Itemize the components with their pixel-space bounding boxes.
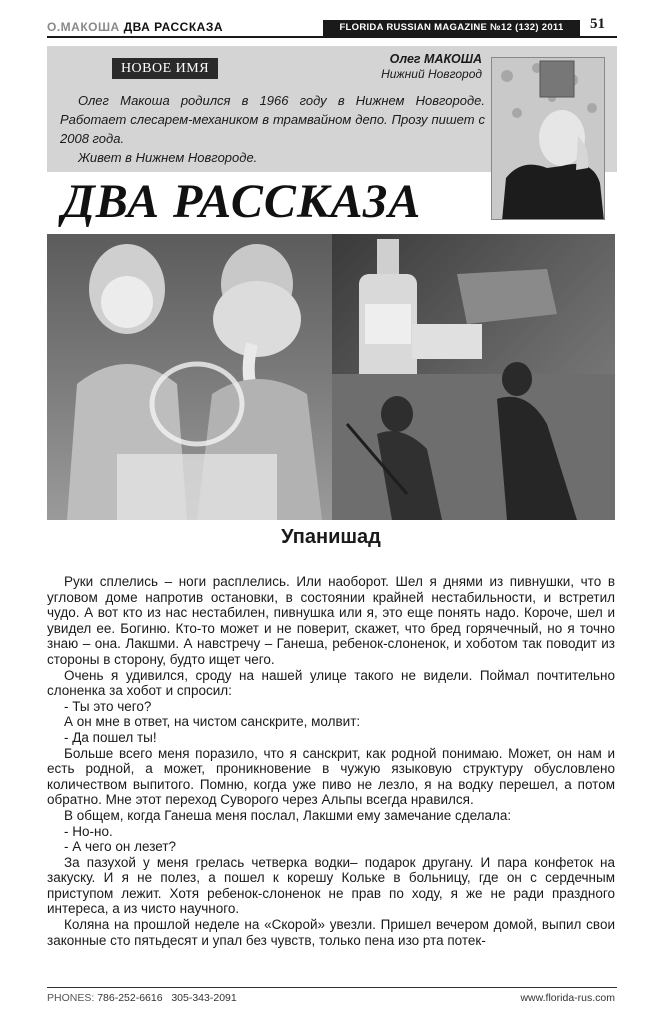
article-title: ДВА РАССКАЗА (62, 175, 422, 228)
story-paragraph: В общем, когда Ганеша меня послал, Лакшми ему замечание сделала: (64, 807, 512, 823)
author-name: Олег МАКОША (389, 52, 482, 66)
running-head-title: ДВА РАССКАЗА (123, 20, 224, 34)
footer-phones (47, 992, 237, 1004)
phone-numbers: 786-252-6616 305-343-2091 (97, 992, 237, 1004)
running-head-author: О.МАКОША (47, 20, 120, 34)
story-dialogue-line: - Да пошел ты! (64, 729, 157, 745)
story-paragraph: А он мне в ответ, на чистом санскрите, молвит: (64, 714, 361, 730)
bio-paragraph: Олег Макоша родился в 1966 году в Нижнем Новгороде. Работает слесарем-механиком в трамвайном депо. Прозу пишет с 2008 года. (60, 93, 485, 146)
header-rule (47, 36, 617, 38)
footer-website: www.florida-rus.com (520, 992, 615, 1004)
running-head (47, 20, 223, 34)
story-paragraph: За пазухой у меня грелась четверка водки– подарок другану. И пара конфеток на закуску. И я не полез, а пошел к корешу Кольке в больницу, где он с сердечным приступом лежит. Хотя ребенок-слоненок не прав по ходу, я же не ради праздного интереса, а из чисто научного. (47, 854, 615, 917)
story-dialogue-line: - А чего он лезет? (64, 839, 177, 855)
story-paragraph: Больше всего меня поразило, что я санскрит, как родной понимаю. Может, он нам и есть родной, а может, проникновение в чужую языковую структуру обусловлено количеством выпитого. Помню, когда уже пиво не лезло, я на водку перешел, а потом обратно. Мне этот переход Суворого через Альпы всегда нравился. (47, 745, 615, 808)
story-paragraph: Руки сплелись – ноги расплелись. Или наоборот. Шел я днями из пивнушки, что в угловом доме напротив остановки, в состоянии крайней нестабильности, и встретил чудо. А вот кто из нас нестабилен, пивнушка или я, это еще понять надо. Короче, шел и увидел ее. Богиню. Кто-то может и не поверит, скажет, что бред горячечный, но я точно знаю – она. Лакшми. А навстречу – Ганеша, ребенок-слоненок, и хоботом так поводит из стороны в сторону, будто ищет чего. (47, 574, 615, 667)
author-portrait-photo (491, 57, 605, 220)
story-paragraph: Коляна на прошлой неделе на «Скорой» увезли. Пришел вечером домой, выпил свои законные сто пятьдесят и упал без чувств, только пена изо рта потек- (47, 917, 615, 948)
story-dialogue-line: - Ты это чего? (64, 698, 152, 714)
phones-label: PHONES: (47, 992, 95, 1004)
story-paragraph: Очень я удивился, сроду на нашей улице такого не видели. Поймал почтительно слоненка за хобот и спросил: (47, 667, 615, 699)
footer-rule (47, 987, 617, 988)
story-title: Упанишад (281, 526, 381, 548)
illustration-collage (47, 234, 615, 520)
page-number: 51 (590, 16, 605, 32)
magazine-issue-bar: FLORIDA RUSSIAN MAGAZINE №12 (132) 2011 (323, 20, 580, 36)
author-bio-text (60, 91, 485, 167)
story-body (47, 574, 615, 948)
new-name-badge: НОВОЕ ИМЯ (112, 58, 218, 79)
story-dialogue-line: - Но-но. (64, 823, 113, 839)
bio-paragraph: Живет в Нижнем Новгороде. (78, 150, 258, 165)
author-city: Нижний Новгород (381, 67, 482, 81)
